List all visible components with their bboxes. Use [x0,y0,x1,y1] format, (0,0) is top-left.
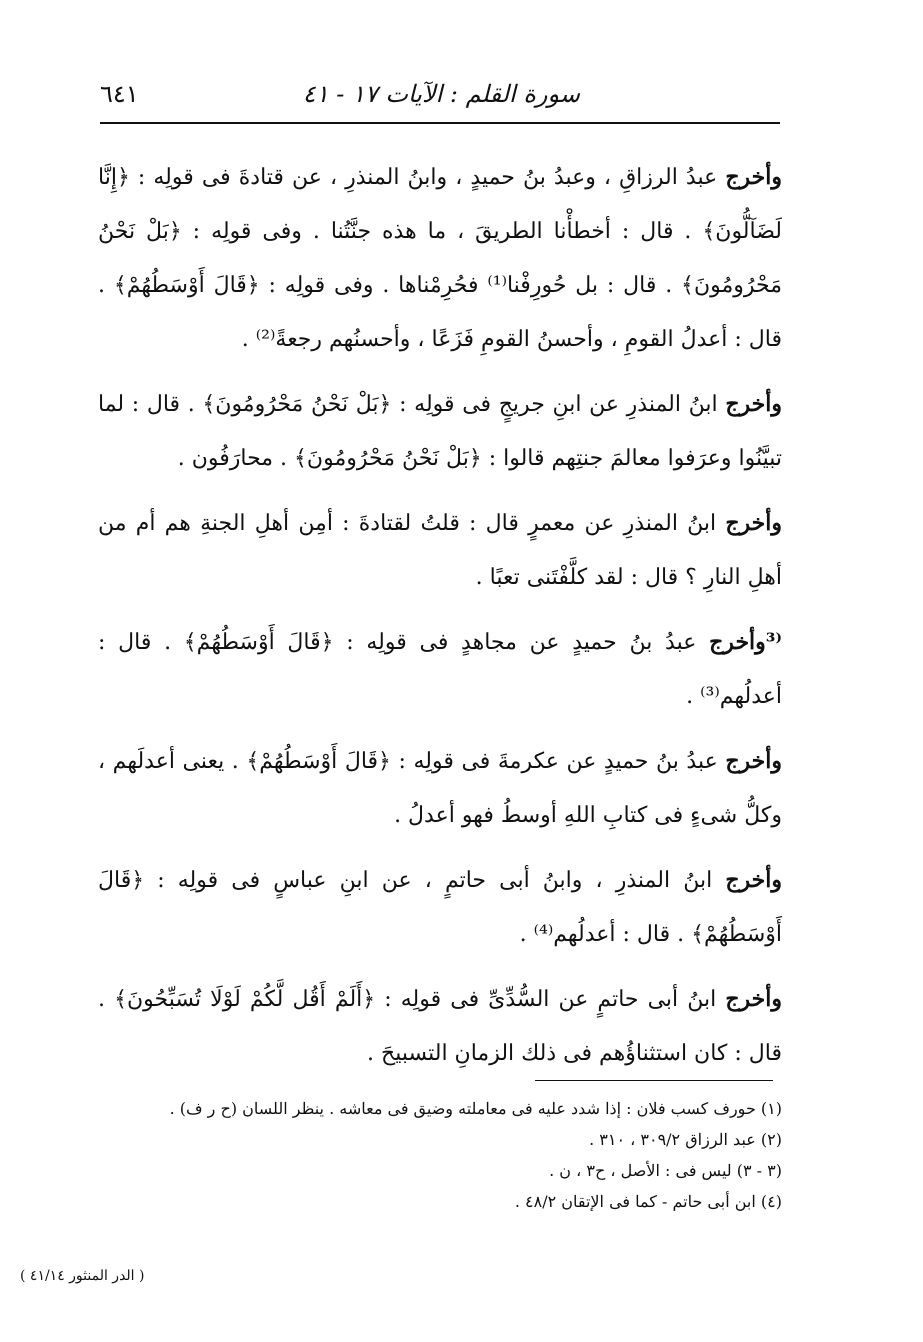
paragraph [98,496,782,605]
paragraph [98,377,782,486]
paragraph [98,734,782,843]
paragraph-lead: وأخرج [725,748,782,774]
paragraph-text: ابنُ المنذرِ عن معمرٍ قال : قلتُ لقتادةَ : أمِن أهلِ الجنةِ هم أم من أهلِ النارِ ؟ قال : لقد كلَّفْتَنى تعبًا . [98,511,782,590]
body-text [98,150,782,1091]
paragraph-text: ابنُ أبى حاتمٍ عن السُّدِّىِّ فى قولِه : ﴿أَلَمْ أَقُل لَّكُمْ لَوْلَا تُسَبِّحُونَ﴾ . قال : كان استثناؤُهم فى ذلك الزمانِ التسبيحَ . [98,987,782,1066]
paragraph [98,972,782,1081]
paragraph-lead: وأخرج [725,391,782,417]
page-number: ٦٤١ [100,80,139,108]
footnotes [98,1093,782,1217]
footnote: (٣ - ٣) ليس فى : الأصل ، ح٣ ، ن . [549,1161,782,1180]
header-rule [100,122,780,124]
paragraph-lead: وأخرج [725,510,782,536]
paragraph-lead: ⁽³وأخرج [709,629,782,655]
footnote: (٢) عبد الرزاق ٣٠٩/٢ ، ٣١٠ . [589,1130,782,1149]
paragraph-text: عبدُ الرزاقِ ، وعبدُ بنُ حميدٍ ، وابنُ المنذرِ ، عن قتادةَ فى قولِه : ﴿إِنَّا لَضَآلُّونَ﴾ . قال : أخطأْنا الطريقَ ، ما هذه جنَّتُنا . وفى قولِه : ﴿بَلْ نَحْنُ مَحْرُومُونَ﴾ . قال : بل حُورِفْنا⁽¹⁾ فحُرِمْناها . وفى قولِه : ﴿قَالَ أَوْسَطُهُمْ﴾ . قال : أعدلُ القومِ ، وأحسنُ القومِ فَزَعًا ، وأحسنُهم رجعةً⁽²⁾ . [98,165,782,352]
paragraph-text: عبدُ بنُ حميدٍ عن مجاهدٍ فى قولِه : ﴿قَالَ أَوْسَطُهُمْ﴾ . قال : أعدلُهم⁽³⁾ . [98,630,782,709]
paragraph-lead: وأخرج [725,986,782,1012]
paragraph-lead: وأخرج [725,164,782,190]
paragraph-text: ابنُ المنذرِ ، وابنُ أبى حاتمٍ ، عن ابنِ عباسٍ فى قولِه : ﴿قَالَ أَوْسَطُهُمْ﴾ . قال : أعدلُهم⁽⁴⁾ . [98,868,782,947]
paragraph [98,150,782,367]
page-header [100,72,780,122]
running-title: سورة القلم : الآيات ١٧ - ٤١ [302,80,580,108]
paragraph [98,853,782,962]
paragraph-lead: وأخرج [725,867,782,893]
paragraph-text: ابنُ المنذرِ عن ابنِ جريجٍ فى قولِه : ﴿بَلْ نَحْنُ مَحْرُومُونَ﴾ . قال : لما تبيَّنُوا وعرَفوا معالمَ جنتِهم قالوا : ﴿بَلْ نَحْنُ مَحْرُومُونَ﴾ . محارَفُون . [98,392,782,471]
footnote: (٤) ابن أبى حاتم - كما فى الإتقان ٤٨/٢ . [514,1192,782,1211]
footnote-rule [535,1080,773,1081]
paragraph [98,615,782,724]
footnote: (١) حورف كسب فلان : إذا شدد عليه فى معاملته وضيق فى معاشه . ينظر اللسان (ح ر ف) . [169,1099,782,1118]
source-reference: ( الدر المنثور ٤١/١٤ ) [20,1268,145,1284]
paragraph-text: عبدُ بنُ حميدٍ عن عكرمةَ فى قولِه : ﴿قَالَ أَوْسَطُهُمْ﴾ . يعنى أعدلَهم ، وكلُّ شىءٍ فى كتابِ اللهِ أوسطُ فهو أعدلُ . [98,749,782,828]
